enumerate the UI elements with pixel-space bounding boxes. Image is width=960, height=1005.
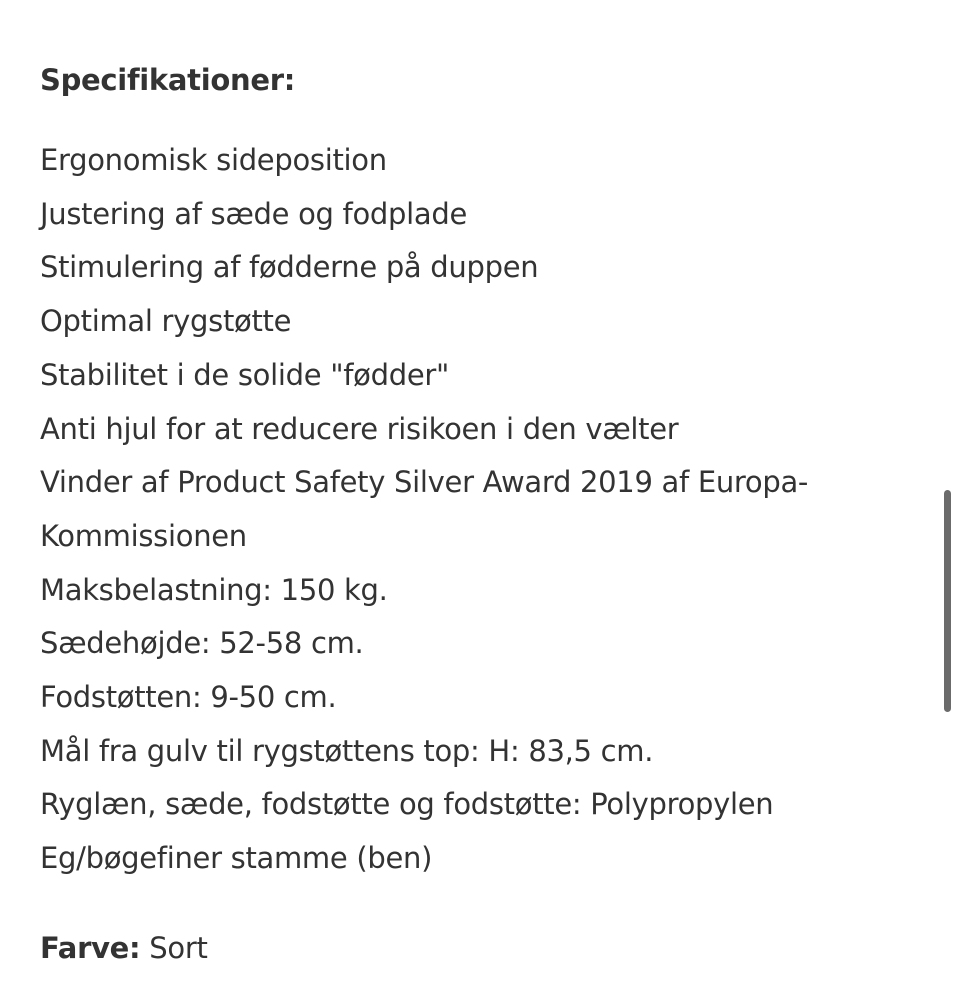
spec-item: Optimal rygstøtte bbox=[40, 304, 292, 339]
spec-item: Fodstøtten: 9-50 cm. bbox=[40, 680, 337, 715]
spec-item: Justering af sæde og fodplade bbox=[40, 196, 468, 231]
product-specifications bbox=[40, 52, 945, 976]
specifications-heading: Specifikationer: bbox=[40, 63, 295, 97]
spec-item: Mål fra gulv til rygstøttens top: H: 83,5 cm. bbox=[40, 733, 654, 768]
spec-item: Vinder af Product Safety Silver Award 2019 af Europa- bbox=[40, 465, 809, 500]
spec-item: Anti hjul for at reducere risikoen i den vælter bbox=[40, 411, 679, 446]
spec-item: Stabilitet i de solide "fødder" bbox=[40, 357, 450, 392]
color-value: Sort bbox=[149, 930, 208, 965]
color-line bbox=[40, 920, 945, 976]
spec-item: Stimulering af fødderne på duppen bbox=[40, 250, 539, 285]
specifications-list bbox=[40, 134, 945, 886]
vertical-scrollbar[interactable] bbox=[944, 490, 951, 712]
spec-item: Kommissionen bbox=[40, 518, 247, 553]
color-label: Farve: bbox=[40, 930, 141, 965]
spec-item: Maksbelastning: 150 kg. bbox=[40, 572, 388, 607]
spec-item: Ergonomisk sideposition bbox=[40, 143, 387, 177]
spec-item: Eg/bøgefiner stamme (ben) bbox=[40, 841, 433, 876]
spec-item: Ryglæn, sæde, fodstøtte og fodstøtte: Polypropylen bbox=[40, 787, 774, 822]
spec-item: Sædehøjde: 52-58 cm. bbox=[40, 626, 364, 661]
